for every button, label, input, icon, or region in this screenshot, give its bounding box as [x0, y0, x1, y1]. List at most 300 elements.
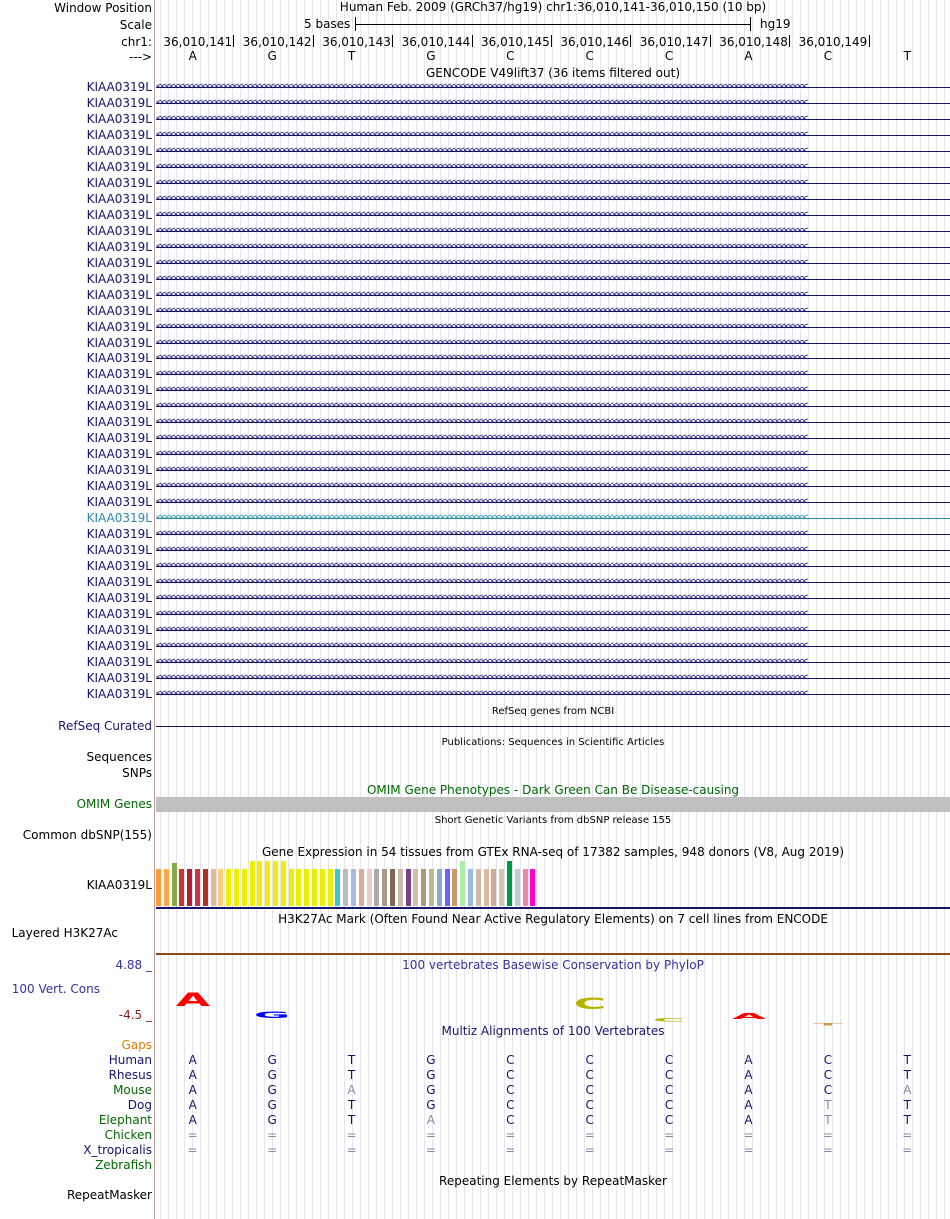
- omim-label[interactable]: OMIM Genes: [76, 797, 152, 811]
- gencode-transcript[interactable]: [156, 96, 950, 112]
- gencode-transcript[interactable]: [156, 144, 950, 160]
- gencode-transcript[interactable]: [156, 543, 950, 559]
- gencode-transcript[interactable]: [156, 112, 950, 128]
- aligned-base: =: [822, 1128, 833, 1142]
- phylop-min-label: -4.5 _: [118, 1008, 152, 1022]
- phylop-track-title[interactable]: 100 vertebrates Basewise Conservation by PhyloP: [402, 958, 704, 972]
- gencode-transcript[interactable]: [156, 224, 950, 240]
- aligned-base: G: [426, 1068, 436, 1082]
- aligned-base: T: [903, 1053, 911, 1067]
- gencode-transcript-label[interactable]: KIAA0319L: [86, 575, 152, 590]
- gencode-transcript-label[interactable]: KIAA0319L: [86, 607, 152, 621]
- gtex-tissue-bar[interactable]: [351, 869, 356, 906]
- repeatmasker-label[interactable]: RepeatMasker: [66, 1188, 152, 1202]
- gtex-tissue-bar[interactable]: [242, 869, 247, 906]
- strand-arrows: <<<<<<<<<<<<<<<<<<<<<<<<<<<<<<<<<<<<<<<<<<<<<<<<<<<<<<<<<<<<<<<<<<<<<<<<<<<<<<<<<<<<<<<<<<<<<<<<<<<<<<<<<<<<<<<<<<<<<<<<<<<<<<<<<<<<<<<<<<<<<<<<: [156, 671, 807, 683]
- gencode-transcript-label[interactable]: KIAA0319L: [86, 271, 152, 286]
- aligned-base: C: [664, 1083, 674, 1097]
- repeatmasker-track-title[interactable]: Repeating Elements by RepeatMasker: [439, 1174, 667, 1188]
- gencode-transcript-label[interactable]: KIAA0319L: [86, 622, 152, 637]
- strand-arrows: <<<<<<<<<<<<<<<<<<<<<<<<<<<<<<<<<<<<<<<<<<<<<<<<<<<<<<<<<<<<<<<<<<<<<<<<<<<<<<<<<<<<<<<<<<<<<<<<<<<<<<<<<<<<<<<<<<<<<<<<<<<<<<<<<<<<<<<<<<<<<<<<: [156, 416, 807, 428]
- species-label[interactable]: Human: [108, 1053, 152, 1067]
- strand-arrows: <<<<<<<<<<<<<<<<<<<<<<<<<<<<<<<<<<<<<<<<<<<<<<<<<<<<<<<<<<<<<<<<<<<<<<<<<<<<<<<<<<<<<<<<<<<<<<<<<<<<<<<<<<<<<<<<<<<<<<<<<<<<<<<<<<<<<<<<<<<<<<<<: [156, 655, 807, 667]
- gencode-transcript[interactable]: [156, 304, 950, 320]
- gencode-transcript[interactable]: [156, 208, 950, 224]
- gtex-tissue-bar[interactable]: [445, 869, 450, 906]
- gencode-transcript-label[interactable]: KIAA0319L: [86, 191, 152, 206]
- phylop-base-glyph: T: [812, 1022, 843, 1026]
- gencode-transcript-label[interactable]: KIAA0319L: [86, 670, 152, 685]
- position-tick: [789, 35, 790, 47]
- strand-arrows: <<<<<<<<<<<<<<<<<<<<<<<<<<<<<<<<<<<<<<<<<<<<<<<<<<<<<<<<<<<<<<<<<<<<<<<<<<<<<<<<<<<<<<<<<<<<<<<<<<<<<<<<<<<<<<<<<<<<<<<<<<<<<<<<<<<<<<<<<<<<<<<<: [156, 288, 807, 300]
- gtex-tissue-bar[interactable]: [172, 863, 177, 906]
- gtex-tissue-bar[interactable]: [530, 869, 535, 906]
- aligned-base: =: [505, 1143, 516, 1157]
- gtex-tissue-bar[interactable]: [523, 869, 528, 906]
- position-tick: [710, 35, 711, 47]
- gtex-tissue-bar[interactable]: [406, 869, 411, 906]
- aligned-base: =: [664, 1143, 675, 1157]
- gencode-transcript-label[interactable]: KIAA0319L: [86, 239, 152, 254]
- scale-value: 5 bases: [304, 17, 351, 31]
- aligned-base: A: [188, 1083, 197, 1097]
- strand-arrows: <<<<<<<<<<<<<<<<<<<<<<<<<<<<<<<<<<<<<<<<<<<<<<<<<<<<<<<<<<<<<<<<<<<<<<<<<<<<<<<<<<<<<<<<<<<<<<<<<<<<<<<<<<<<<<<<<<<<<<<<<<<<<<<<<<<<<<<<<<<<<<<<: [156, 400, 807, 412]
- gencode-transcript-label[interactable]: KIAA0319L: [86, 111, 152, 126]
- gencode-transcript-label[interactable]: KIAA0319L: [86, 80, 152, 94]
- gencode-transcript-label[interactable]: KIAA0319L: [86, 303, 152, 318]
- aligned-base: G: [267, 1068, 277, 1082]
- gtex-tissue-bar[interactable]: [179, 869, 184, 906]
- gencode-transcript[interactable]: [156, 176, 950, 192]
- aligned-base: G: [267, 1098, 277, 1112]
- gencode-transcript[interactable]: [156, 272, 950, 288]
- strand-arrows: <<<<<<<<<<<<<<<<<<<<<<<<<<<<<<<<<<<<<<<<<<<<<<<<<<<<<<<<<<<<<<<<<<<<<<<<<<<<<<<<<<<<<<<<<<<<<<<<<<<<<<<<<<<<<<<<<<<<<<<<<<<<<<<<<<<<<<<<<<<<<<<<: [156, 448, 807, 460]
- gtex-tissue-bar[interactable]: [437, 869, 442, 906]
- strand-arrows: <<<<<<<<<<<<<<<<<<<<<<<<<<<<<<<<<<<<<<<<<<<<<<<<<<<<<<<<<<<<<<<<<<<<<<<<<<<<<<<<<<<<<<<<<<<<<<<<<<<<<<<<<<<<<<<<<<<<<<<<<<<<<<<<<<<<<<<<<<<<<<<<: [156, 512, 807, 524]
- scale-bar-right-tick: [750, 17, 751, 31]
- gencode-transcript[interactable]: [156, 655, 950, 671]
- gencode-transcript-label[interactable]: KIAA0319L: [86, 175, 152, 190]
- aligned-base: =: [822, 1143, 833, 1157]
- aligned-base: C: [664, 1068, 674, 1082]
- reference-base: C: [823, 49, 833, 63]
- phylop-logo[interactable]: [156, 975, 950, 1026]
- phylop-base-glyph: C: [573, 994, 606, 1014]
- gtex-tissue-bar[interactable]: [312, 869, 317, 906]
- window-position-label: Window Position: [54, 1, 152, 15]
- gtex-tissue-bar[interactable]: [328, 869, 333, 906]
- gtex-tissue-bar[interactable]: [374, 869, 379, 906]
- gtex-tissue-bar[interactable]: [226, 869, 231, 906]
- position-label: 36,010,142: [242, 35, 312, 49]
- aligned-base: =: [902, 1143, 913, 1157]
- aligned-base: T: [347, 1113, 356, 1127]
- position-label: 36,010,149: [798, 35, 868, 49]
- position-tick: [869, 35, 870, 47]
- gencode-transcript[interactable]: [156, 431, 950, 447]
- gtex-tissue-bar[interactable]: [429, 869, 434, 906]
- gtex-tissue-bar[interactable]: [484, 869, 489, 906]
- gencode-transcript-label[interactable]: KIAA0319L: [86, 559, 152, 574]
- chrom-label: chr1:: [121, 35, 152, 49]
- strand-arrows: <<<<<<<<<<<<<<<<<<<<<<<<<<<<<<<<<<<<<<<<<<<<<<<<<<<<<<<<<<<<<<<<<<<<<<<<<<<<<<<<<<<<<<<<<<<<<<<<<<<<<<<<<<<<<<<<<<<<<<<<<<<<<<<<<<<<<<<<<<<<<<<<: [156, 528, 807, 540]
- position-label: 36,010,147: [639, 35, 709, 49]
- gencode-transcript[interactable]: [156, 128, 950, 144]
- gencode-transcript[interactable]: [156, 192, 950, 208]
- gencode-transcript[interactable]: [156, 495, 950, 511]
- strand-arrows: <<<<<<<<<<<<<<<<<<<<<<<<<<<<<<<<<<<<<<<<<<<<<<<<<<<<<<<<<<<<<<<<<<<<<<<<<<<<<<<<<<<<<<<<<<<<<<<<<<<<<<<<<<<<<<<<<<<<<<<<<<<<<<<<<<<<<<<<<<<<<<<<: [156, 96, 807, 108]
- gtex-tissue-bar[interactable]: [296, 869, 301, 906]
- omim-gene-bar[interactable]: [156, 797, 950, 812]
- aligned-base: =: [267, 1143, 278, 1157]
- gtex-tissue-bar[interactable]: [164, 869, 169, 906]
- gtex-tissue-bar[interactable]: [382, 869, 387, 906]
- gencode-transcript-label[interactable]: KIAA0319L: [86, 495, 152, 510]
- aligned-base: =: [425, 1143, 436, 1157]
- gencode-transcript[interactable]: [156, 479, 950, 495]
- gtex-tissue-bar[interactable]: [476, 869, 481, 906]
- aligned-base: A: [744, 1083, 753, 1097]
- gencode-transcript[interactable]: [156, 383, 950, 399]
- gencode-transcript[interactable]: [156, 240, 950, 256]
- h3k27ac-signal-line: [156, 953, 950, 955]
- gtex-tissue-bar[interactable]: [281, 861, 286, 906]
- gencode-transcript[interactable]: [156, 80, 950, 96]
- gencode-transcript[interactable]: [156, 527, 950, 543]
- gencode-transcript[interactable]: [156, 447, 950, 463]
- reference-base: C: [506, 49, 515, 63]
- gtex-tissue-bar[interactable]: [187, 869, 192, 906]
- gencode-transcript-label[interactable]: KIAA0319L: [86, 527, 152, 542]
- publications-label-sequences[interactable]: Sequences: [86, 750, 152, 764]
- aligned-base: =: [664, 1128, 675, 1142]
- gencode-transcript[interactable]: [156, 160, 950, 176]
- gtex-track-title[interactable]: Gene Expression in 54 tissues from GTEx RNA-seq of 17382 samples, 948 donors (V8, Aug 2019): [261, 845, 845, 859]
- position-tick: [392, 35, 393, 47]
- aligned-base: =: [902, 1128, 913, 1142]
- gtex-tissue-bar[interactable]: [468, 869, 473, 906]
- gencode-transcript[interactable]: [156, 399, 950, 415]
- refseq-track-title[interactable]: RefSeq genes from NCBI: [491, 706, 615, 717]
- aligned-base: T: [347, 1068, 356, 1082]
- gtex-tissue-bar[interactable]: [359, 869, 364, 906]
- aligned-base: T: [347, 1053, 356, 1067]
- gencode-transcript-label[interactable]: KIAA0319L: [86, 431, 152, 446]
- aligned-base: C: [585, 1083, 594, 1097]
- phylop-base-glyph: A: [175, 989, 210, 1012]
- gencode-transcript[interactable]: [156, 575, 950, 591]
- h3k27ac-label[interactable]: Layered H3K27Ac: [11, 926, 118, 940]
- gencode-transcript[interactable]: [156, 591, 950, 607]
- aligned-base: =: [267, 1128, 278, 1142]
- aligned-base: A: [188, 1053, 197, 1067]
- phylop-base-glyph: C: [652, 1017, 686, 1023]
- aligned-base: =: [743, 1143, 754, 1157]
- gencode-transcript-label[interactable]: KIAA0319L: [86, 543, 152, 558]
- gencode-transcript[interactable]: [156, 415, 950, 431]
- scale-bar-left-tick: [355, 17, 356, 31]
- aligned-base: C: [664, 1053, 674, 1067]
- refseq-gene-line[interactable]: [156, 726, 950, 727]
- aligned-base: =: [584, 1128, 595, 1142]
- strand-arrows: <<<<<<<<<<<<<<<<<<<<<<<<<<<<<<<<<<<<<<<<<<<<<<<<<<<<<<<<<<<<<<<<<<<<<<<<<<<<<<<<<<<<<<<<<<<<<<<<<<<<<<<<<<<<<<<<<<<<<<<<<<<<<<<<<<<<<<<<<<<<<<<<: [156, 192, 807, 204]
- strand-arrows: <<<<<<<<<<<<<<<<<<<<<<<<<<<<<<<<<<<<<<<<<<<<<<<<<<<<<<<<<<<<<<<<<<<<<<<<<<<<<<<<<<<<<<<<<<<<<<<<<<<<<<<<<<<<<<<<<<<<<<<<<<<<<<<<<<<<<<<<<<<<<<<<: [156, 464, 807, 476]
- aligned-base: C: [664, 1098, 674, 1112]
- phylop-label[interactable]: 100 Vert. Cons: [11, 982, 100, 996]
- omim-track-title[interactable]: OMIM Gene Phenotypes - Dark Green Can Be Disease-causing: [366, 783, 740, 797]
- gencode-transcript[interactable]: [156, 256, 950, 272]
- strand-arrows: <<<<<<<<<<<<<<<<<<<<<<<<<<<<<<<<<<<<<<<<<<<<<<<<<<<<<<<<<<<<<<<<<<<<<<<<<<<<<<<<<<<<<<<<<<<<<<<<<<<<<<<<<<<<<<<<<<<<<<<<<<<<<<<<<<<<<<<<<<<<<<<<: [156, 560, 807, 572]
- aligned-base: C: [585, 1068, 594, 1082]
- aligned-base: A: [744, 1113, 753, 1127]
- strand-arrows: <<<<<<<<<<<<<<<<<<<<<<<<<<<<<<<<<<<<<<<<<<<<<<<<<<<<<<<<<<<<<<<<<<<<<<<<<<<<<<<<<<<<<<<<<<<<<<<<<<<<<<<<<<<<<<<<<<<<<<<<<<<<<<<<<<<<<<<<<<<<<<<<: [156, 256, 807, 268]
- gencode-transcript-label[interactable]: KIAA0319L: [86, 255, 152, 270]
- gencode-transcript-label[interactable]: KIAA0319L: [86, 479, 152, 494]
- species-label[interactable]: Dog: [127, 1098, 152, 1112]
- species-label[interactable]: Mouse: [113, 1083, 152, 1097]
- aligned-base: =: [505, 1128, 516, 1142]
- h3k27ac-track-title[interactable]: H3K27Ac Mark (Often Found Near Active Regulatory Elements) on 7 cell lines from ENCODE: [278, 912, 828, 926]
- aligned-base: C: [823, 1083, 833, 1097]
- gencode-transcript[interactable]: [156, 639, 950, 655]
- aligned-base: T: [903, 1098, 911, 1112]
- gtex-tissue-bar[interactable]: [335, 869, 340, 906]
- gtex-tissue-bar[interactable]: [367, 869, 372, 906]
- aligned-base: C: [823, 1068, 833, 1082]
- gtex-tissue-bar[interactable]: [211, 869, 216, 906]
- aligned-base: A: [426, 1113, 435, 1127]
- scale-assembly: hg19: [760, 17, 791, 31]
- gencode-transcript[interactable]: [156, 351, 950, 367]
- strand-arrows: <<<<<<<<<<<<<<<<<<<<<<<<<<<<<<<<<<<<<<<<<<<<<<<<<<<<<<<<<<<<<<<<<<<<<<<<<<<<<<<<<<<<<<<<<<<<<<<<<<<<<<<<<<<<<<<<<<<<<<<<<<<<<<<<<<<<<<<<<<<<<<<<: [156, 496, 807, 508]
- strand-arrows: <<<<<<<<<<<<<<<<<<<<<<<<<<<<<<<<<<<<<<<<<<<<<<<<<<<<<<<<<<<<<<<<<<<<<<<<<<<<<<<<<<<<<<<<<<<<<<<<<<<<<<<<<<<<<<<<<<<<<<<<<<<<<<<<<<<<<<<<<<<<<<<<: [156, 576, 807, 588]
- species-label[interactable]: Rhesus: [108, 1068, 152, 1082]
- multiz-track-title[interactable]: Multiz Alignments of 100 Vertebrates: [441, 1024, 665, 1038]
- gencode-transcript-label[interactable]: KIAA0319L: [86, 95, 152, 110]
- reference-base: T: [347, 49, 356, 63]
- gencode-transcript-label[interactable]: KIAA0319L: [86, 654, 152, 669]
- reference-base: C: [664, 49, 674, 63]
- gencode-transcript[interactable]: [156, 607, 950, 623]
- aligned-base: G: [426, 1053, 436, 1067]
- gencode-transcript-label[interactable]: KIAA0319L: [86, 447, 152, 462]
- reference-base: A: [188, 49, 197, 63]
- aligned-base: A: [347, 1083, 356, 1097]
- aligned-base: T: [824, 1098, 832, 1112]
- gtex-tissue-bar[interactable]: [320, 869, 325, 906]
- phylop-max-label: 4.88 _: [115, 958, 152, 972]
- gencode-transcript-label[interactable]: KIAA0319L: [86, 287, 152, 302]
- gencode-transcript-label[interactable]: KIAA0319L: [86, 319, 152, 334]
- strand-arrows: <<<<<<<<<<<<<<<<<<<<<<<<<<<<<<<<<<<<<<<<<<<<<<<<<<<<<<<<<<<<<<<<<<<<<<<<<<<<<<<<<<<<<<<<<<<<<<<<<<<<<<<<<<<<<<<<<<<<<<<<<<<<<<<<<<<<<<<<<<<<<<<<: [156, 336, 807, 348]
- gencode-transcript-label[interactable]: KIAA0319L: [86, 415, 152, 430]
- gencode-transcript-label[interactable]: KIAA0319L: [86, 367, 152, 382]
- label-separator: [154, 0, 155, 1219]
- gencode-transcript[interactable]: [156, 623, 950, 639]
- gtex-tissue-bar[interactable]: [289, 869, 294, 906]
- strand-arrows: <<<<<<<<<<<<<<<<<<<<<<<<<<<<<<<<<<<<<<<<<<<<<<<<<<<<<<<<<<<<<<<<<<<<<<<<<<<<<<<<<<<<<<<<<<<<<<<<<<<<<<<<<<<<<<<<<<<<<<<<<<<<<<<<<<<<<<<<<<<<<<<<: [156, 480, 807, 492]
- strand-arrows: <<<<<<<<<<<<<<<<<<<<<<<<<<<<<<<<<<<<<<<<<<<<<<<<<<<<<<<<<<<<<<<<<<<<<<<<<<<<<<<<<<<<<<<<<<<<<<<<<<<<<<<<<<<<<<<<<<<<<<<<<<<<<<<<<<<<<<<<<<<<<<<<: [156, 208, 807, 220]
- aligned-base: =: [425, 1128, 436, 1142]
- gencode-track-title[interactable]: GENCODE V49lift37 (36 items filtered out): [425, 66, 680, 80]
- position-tick: [472, 35, 473, 47]
- gencode-transcript-label[interactable]: KIAA0319L: [86, 143, 152, 158]
- gencode-transcript-label[interactable]: KIAA0319L: [86, 463, 152, 478]
- gaps-label: Gaps: [121, 1038, 152, 1052]
- position-tick: [630, 35, 631, 47]
- gencode-transcript-label[interactable]: KIAA0319L: [86, 207, 152, 222]
- strand-arrows: <<<<<<<<<<<<<<<<<<<<<<<<<<<<<<<<<<<<<<<<<<<<<<<<<<<<<<<<<<<<<<<<<<<<<<<<<<<<<<<<<<<<<<<<<<<<<<<<<<<<<<<<<<<<<<<<<<<<<<<<<<<<<<<<<<<<<<<<<<<<<<<<: [156, 81, 807, 92]
- gtex-bar-chart[interactable]: [156, 860, 556, 906]
- gtex-tissue-bar[interactable]: [390, 869, 395, 906]
- gtex-tissue-bar[interactable]: [265, 861, 270, 906]
- gencode-transcript[interactable]: [156, 511, 950, 527]
- strand-arrows: <<<<<<<<<<<<<<<<<<<<<<<<<<<<<<<<<<<<<<<<<<<<<<<<<<<<<<<<<<<<<<<<<<<<<<<<<<<<<<<<<<<<<<<<<<<<<<<<<<<<<<<<<<<<<<<<<<<<<<<<<<<<<<<<<<<<<<<<<<<<<<<<: [156, 368, 807, 380]
- phylop-base-glyph: A: [731, 1011, 766, 1021]
- scale-bar: [355, 24, 751, 25]
- aligned-base: A: [903, 1083, 912, 1097]
- aligned-base: A: [744, 1098, 753, 1112]
- strand-arrows: <<<<<<<<<<<<<<<<<<<<<<<<<<<<<<<<<<<<<<<<<<<<<<<<<<<<<<<<<<<<<<<<<<<<<<<<<<<<<<<<<<<<<<<<<<<<<<<<<<<<<<<<<<<<<<<<<<<<<<<<<<<<<<<<<<<<<<<<<<<<<<<<: [156, 304, 807, 316]
- aligned-base: C: [585, 1113, 594, 1127]
- gtex-tissue-bar[interactable]: [515, 869, 520, 906]
- strand-arrows: <<<<<<<<<<<<<<<<<<<<<<<<<<<<<<<<<<<<<<<<<<<<<<<<<<<<<<<<<<<<<<<<<<<<<<<<<<<<<<<<<<<<<<<<<<<<<<<<<<<<<<<<<<<<<<<<<<<<<<<<<<<<<<<<<<<<<<<<<<<<<<<<: [156, 272, 807, 284]
- gencode-transcript[interactable]: [156, 687, 950, 703]
- gencode-transcript-label[interactable]: KIAA0319L: [86, 399, 152, 414]
- gencode-transcript[interactable]: [156, 671, 950, 687]
- gtex-tissue-bar[interactable]: [452, 869, 457, 906]
- gencode-transcript-label[interactable]: KIAA0319L: [86, 127, 152, 142]
- species-label[interactable]: X_tropicalis: [83, 1143, 152, 1157]
- aligned-base: A: [188, 1068, 197, 1082]
- position-tick: [233, 35, 234, 47]
- species-label[interactable]: Zebrafish: [95, 1158, 152, 1172]
- strand-arrows: <<<<<<<<<<<<<<<<<<<<<<<<<<<<<<<<<<<<<<<<<<<<<<<<<<<<<<<<<<<<<<<<<<<<<<<<<<<<<<<<<<<<<<<<<<<<<<<<<<<<<<<<<<<<<<<<<<<<<<<<<<<<<<<<<<<<<<<<<<<<<<<<: [156, 112, 807, 124]
- gencode-transcript-label[interactable]: KIAA0319L: [86, 638, 152, 653]
- reference-base: G: [426, 49, 436, 63]
- window-position-value: Human Feb. 2009 (GRCh37/hg19) chr1:36,010,141-36,010,150 (10 bp): [339, 0, 767, 14]
- gencode-transcript[interactable]: [156, 559, 950, 575]
- aligned-base: A: [744, 1053, 753, 1067]
- reference-base: G: [267, 49, 277, 63]
- gencode-transcript[interactable]: [156, 367, 950, 383]
- gencode-transcript-label[interactable]: KIAA0319L: [86, 335, 152, 350]
- position-label: 36,010,144: [401, 35, 471, 49]
- strand-arrows: <<<<<<<<<<<<<<<<<<<<<<<<<<<<<<<<<<<<<<<<<<<<<<<<<<<<<<<<<<<<<<<<<<<<<<<<<<<<<<<<<<<<<<<<<<<<<<<<<<<<<<<<<<<<<<<<<<<<<<<<<<<<<<<<<<<<<<<<<<<<<<<<: [156, 176, 807, 188]
- species-label[interactable]: Elephant: [98, 1113, 152, 1127]
- gtex-tissue-bar[interactable]: [460, 861, 465, 906]
- gtex-tissue-bar[interactable]: [195, 869, 200, 906]
- gtex-tissue-bar[interactable]: [491, 869, 496, 906]
- gtex-label[interactable]: KIAA0319L: [86, 878, 152, 892]
- aligned-base: C: [506, 1068, 515, 1082]
- reference-base: C: [585, 49, 594, 63]
- aligned-base: A: [744, 1068, 753, 1082]
- gencode-transcript-label[interactable]: KIAA0319L: [86, 223, 152, 238]
- position-label: 36,010,146: [560, 35, 630, 49]
- gtex-gene-line: [156, 907, 950, 909]
- strand-arrows: <<<<<<<<<<<<<<<<<<<<<<<<<<<<<<<<<<<<<<<<<<<<<<<<<<<<<<<<<<<<<<<<<<<<<<<<<<<<<<<<<<<<<<<<<<<<<<<<<<<<<<<<<<<<<<<<<<<<<<<<<<<<<<<<<<<<<<<<<<<<<<<<: [156, 544, 807, 556]
- strand-arrows: <<<<<<<<<<<<<<<<<<<<<<<<<<<<<<<<<<<<<<<<<<<<<<<<<<<<<<<<<<<<<<<<<<<<<<<<<<<<<<<<<<<<<<<<<<<<<<<<<<<<<<<<<<<<<<<<<<<<<<<<<<<<<<<<<<<<<<<<<<<<<<<<: [156, 224, 807, 236]
- aligned-base: =: [584, 1143, 595, 1157]
- strand-arrows: <<<<<<<<<<<<<<<<<<<<<<<<<<<<<<<<<<<<<<<<<<<<<<<<<<<<<<<<<<<<<<<<<<<<<<<<<<<<<<<<<<<<<<<<<<<<<<<<<<<<<<<<<<<<<<<<<<<<<<<<<<<<<<<<<<<<<<<<<<<<<<<<: [156, 687, 807, 699]
- gencode-transcript-label[interactable]: KIAA0319L: [86, 383, 152, 398]
- gtex-tissue-bar[interactable]: [343, 869, 348, 906]
- gencode-transcript-label[interactable]: KIAA0319L: [86, 686, 152, 701]
- gencode-transcript[interactable]: [156, 320, 950, 336]
- strand-arrows: <<<<<<<<<<<<<<<<<<<<<<<<<<<<<<<<<<<<<<<<<<<<<<<<<<<<<<<<<<<<<<<<<<<<<<<<<<<<<<<<<<<<<<<<<<<<<<<<<<<<<<<<<<<<<<<<<<<<<<<<<<<<<<<<<<<<<<<<<<<<<<<<: [156, 160, 807, 172]
- gtex-tissue-bar[interactable]: [507, 861, 512, 906]
- gtex-tissue-bar[interactable]: [273, 861, 278, 906]
- gtex-tissue-bar[interactable]: [218, 869, 223, 906]
- reference-base: A: [744, 49, 753, 63]
- gencode-transcript[interactable]: [156, 336, 950, 352]
- aligned-base: G: [267, 1083, 277, 1097]
- publications-label-snps[interactable]: SNPs: [122, 766, 152, 780]
- gtex-tissue-bar[interactable]: [304, 869, 309, 906]
- gencode-transcript[interactable]: [156, 288, 950, 304]
- gencode-transcript[interactable]: [156, 463, 950, 479]
- strand-arrows: <<<<<<<<<<<<<<<<<<<<<<<<<<<<<<<<<<<<<<<<<<<<<<<<<<<<<<<<<<<<<<<<<<<<<<<<<<<<<<<<<<<<<<<<<<<<<<<<<<<<<<<<<<<<<<<<<<<<<<<<<<<<<<<<<<<<<<<<<<<<<<<<: [156, 623, 807, 635]
- reference-base: T: [903, 49, 911, 63]
- gtex-tissue-bar[interactable]: [421, 869, 426, 906]
- dbsnp-track-title[interactable]: Short Genetic Variants from dbSNP release 155: [434, 815, 672, 826]
- gtex-tissue-bar[interactable]: [499, 869, 504, 906]
- aligned-base: C: [506, 1083, 515, 1097]
- aligned-base: G: [426, 1083, 436, 1097]
- gtex-tissue-bar[interactable]: [257, 861, 262, 906]
- strand-arrows: <<<<<<<<<<<<<<<<<<<<<<<<<<<<<<<<<<<<<<<<<<<<<<<<<<<<<<<<<<<<<<<<<<<<<<<<<<<<<<<<<<<<<<<<<<<<<<<<<<<<<<<<<<<<<<<<<<<<<<<<<<<<<<<<<<<<<<<<<<<<<<<<: [156, 608, 807, 619]
- position-tick: [551, 35, 552, 47]
- publications-track-title[interactable]: Publications: Sequences in Scientific Articles: [441, 737, 665, 748]
- gencode-transcript-label[interactable]: KIAA0319L: [86, 159, 152, 174]
- gtex-tissue-bar[interactable]: [413, 869, 418, 906]
- phylop-base-glyph: G: [253, 1009, 291, 1020]
- strand-arrows: <<<<<<<<<<<<<<<<<<<<<<<<<<<<<<<<<<<<<<<<<<<<<<<<<<<<<<<<<<<<<<<<<<<<<<<<<<<<<<<<<<<<<<<<<<<<<<<<<<<<<<<<<<<<<<<<<<<<<<<<<<<<<<<<<<<<<<<<<<<<<<<<: [156, 432, 807, 444]
- aligned-base: C: [506, 1053, 515, 1067]
- gtex-tissue-bar[interactable]: [203, 869, 208, 906]
- aligned-base: =: [187, 1128, 198, 1142]
- gencode-transcript-label[interactable]: KIAA0319L: [86, 511, 152, 526]
- refseq-label[interactable]: RefSeq Curated: [58, 719, 152, 733]
- aligned-base: C: [585, 1053, 594, 1067]
- gtex-tissue-bar[interactable]: [250, 861, 255, 906]
- gtex-tissue-bar[interactable]: [398, 869, 403, 906]
- gencode-transcript-label[interactable]: KIAA0319L: [86, 351, 152, 366]
- strand-arrows: <<<<<<<<<<<<<<<<<<<<<<<<<<<<<<<<<<<<<<<<<<<<<<<<<<<<<<<<<<<<<<<<<<<<<<<<<<<<<<<<<<<<<<<<<<<<<<<<<<<<<<<<<<<<<<<<<<<<<<<<<<<<<<<<<<<<<<<<<<<<<<<<: [156, 384, 807, 396]
- strand-arrows: <<<<<<<<<<<<<<<<<<<<<<<<<<<<<<<<<<<<<<<<<<<<<<<<<<<<<<<<<<<<<<<<<<<<<<<<<<<<<<<<<<<<<<<<<<<<<<<<<<<<<<<<<<<<<<<<<<<<<<<<<<<<<<<<<<<<<<<<<<<<<<<<: [156, 128, 807, 140]
- aligned-base: C: [823, 1053, 833, 1067]
- gtex-tissue-bar[interactable]: [234, 869, 239, 906]
- aligned-base: A: [188, 1113, 197, 1127]
- aligned-base: =: [187, 1143, 198, 1157]
- strand-arrows: <<<<<<<<<<<<<<<<<<<<<<<<<<<<<<<<<<<<<<<<<<<<<<<<<<<<<<<<<<<<<<<<<<<<<<<<<<<<<<<<<<<<<<<<<<<<<<<<<<<<<<<<<<<<<<<<<<<<<<<<<<<<<<<<<<<<<<<<<<<<<<<<: [156, 144, 807, 156]
- species-label[interactable]: Chicken: [104, 1128, 152, 1142]
- dbsnp-label[interactable]: Common dbSNP(155): [22, 828, 152, 842]
- position-label: 36,010,145: [481, 35, 550, 49]
- aligned-base: G: [426, 1098, 436, 1112]
- aligned-base: C: [664, 1113, 674, 1127]
- gtex-tissue-bar[interactable]: [156, 869, 161, 906]
- strand-arrows: <<<<<<<<<<<<<<<<<<<<<<<<<<<<<<<<<<<<<<<<<<<<<<<<<<<<<<<<<<<<<<<<<<<<<<<<<<<<<<<<<<<<<<<<<<<<<<<<<<<<<<<<<<<<<<<<<<<<<<<<<<<<<<<<<<<<<<<<<<<<<<<<: [156, 240, 807, 252]
- position-label: 36,010,141: [163, 35, 233, 49]
- aligned-base: A: [188, 1098, 197, 1112]
- strand-label: --->: [128, 50, 152, 64]
- aligned-base: C: [506, 1113, 515, 1127]
- aligned-base: G: [267, 1053, 277, 1067]
- strand-arrows: <<<<<<<<<<<<<<<<<<<<<<<<<<<<<<<<<<<<<<<<<<<<<<<<<<<<<<<<<<<<<<<<<<<<<<<<<<<<<<<<<<<<<<<<<<<<<<<<<<<<<<<<<<<<<<<<<<<<<<<<<<<<<<<<<<<<<<<<<<<<<<<<: [156, 639, 807, 651]
- gencode-transcript-label[interactable]: KIAA0319L: [86, 591, 152, 606]
